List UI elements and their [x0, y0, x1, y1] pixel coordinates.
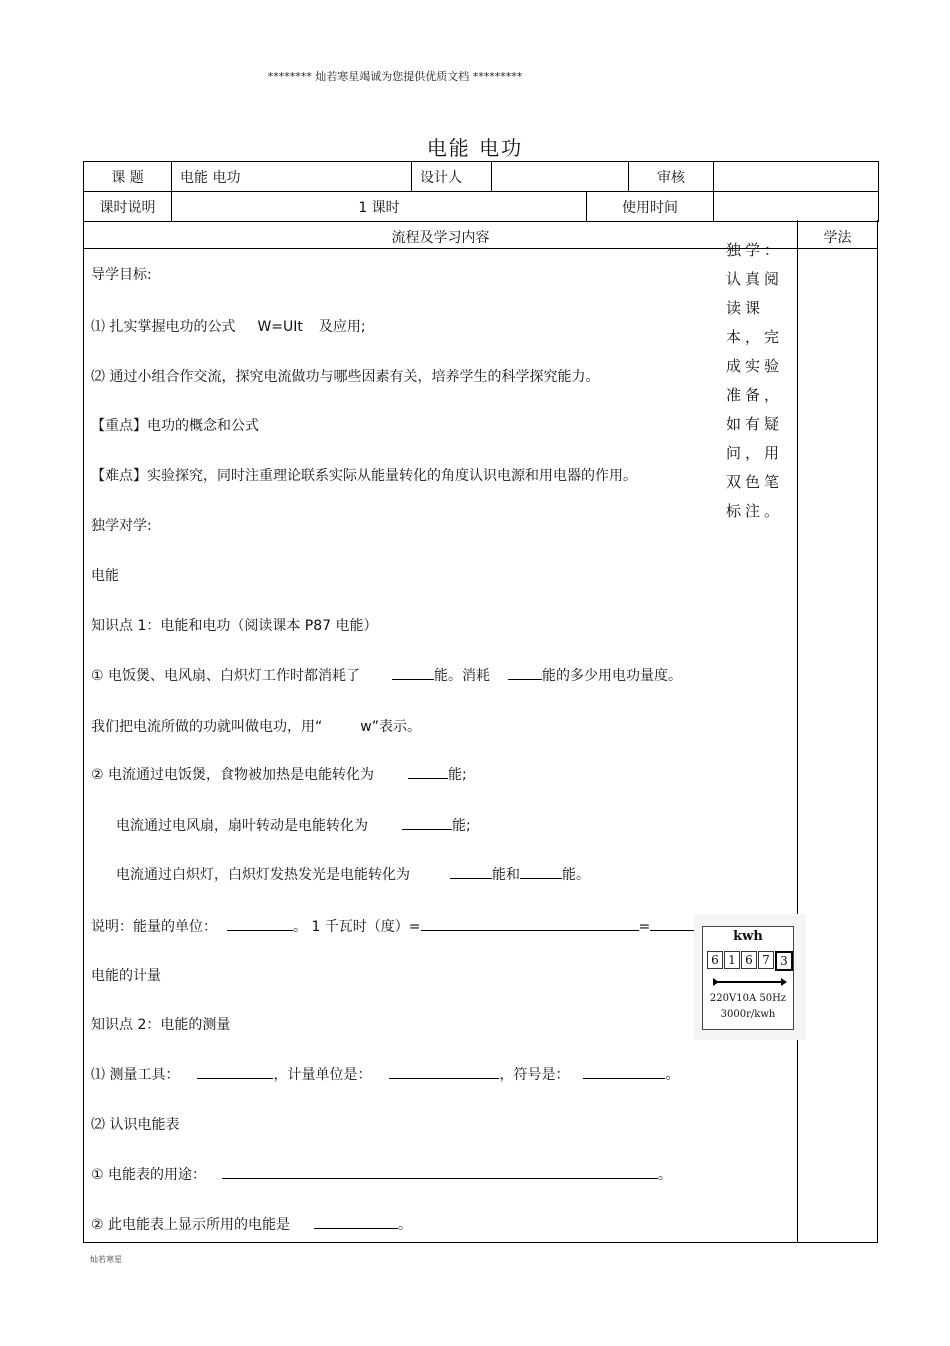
- fill-blank[interactable]: [197, 1064, 273, 1079]
- meter-digits: [707, 951, 794, 971]
- goal-1: [91, 316, 366, 336]
- question-6: [91, 916, 778, 936]
- question-6-text: 说明：能量的单位：: [91, 919, 217, 935]
- goal-1-text: ⑴ 扎实掌握电功的公式: [91, 319, 236, 335]
- question-9: [91, 1164, 672, 1184]
- label-reviewer: 审核: [629, 162, 714, 192]
- fill-blank[interactable]: [227, 916, 293, 931]
- fill-blank[interactable]: [520, 864, 562, 879]
- question-5: [116, 864, 590, 884]
- difficulty: 【难点】实验探究，同时注重理论联系实际从能量转化的角度认识电源和用电器的作用。: [91, 468, 637, 484]
- label-lesson: 课时说明: [84, 192, 172, 222]
- fill-blank[interactable]: [222, 1164, 658, 1179]
- column-divider: [797, 220, 798, 1242]
- question-2-text: 我们把电流所做的功就叫做电功，用“: [91, 719, 323, 735]
- study-method-note: 独学：认真阅读课本，完成实验准备，如有疑问，用双色笔标注。: [726, 241, 784, 520]
- question-3: [91, 764, 467, 784]
- section-measure: 电能的计量: [91, 968, 161, 984]
- question-1-text: ① 电饭煲、电风扇、白炽灯工作时都消耗了: [91, 668, 360, 684]
- fill-blank[interactable]: [508, 665, 542, 680]
- question-7: [91, 1064, 679, 1084]
- page-title: 电能 电功: [426, 136, 524, 160]
- energy-meter-figure: [694, 914, 806, 1040]
- question-2-end: ”表示。: [371, 719, 421, 735]
- knowledge-point-1: 知识点 1：电能和电功（阅读课本 P87 电能）: [91, 618, 378, 634]
- fill-blank[interactable]: [450, 864, 492, 879]
- goals-title: 导学目标:: [91, 267, 152, 283]
- question-5-mid: 能和: [492, 867, 520, 883]
- footer-note: 灿若寒星: [90, 1255, 122, 1264]
- question-1: [91, 665, 682, 685]
- fill-blank[interactable]: [421, 916, 639, 931]
- question-2: [91, 716, 421, 736]
- meter-unit: kwh: [733, 929, 763, 944]
- question-7-mid: ，计量单位是：: [273, 1067, 372, 1083]
- meter-digit: 6: [707, 951, 723, 969]
- question-9-text: ① 电能表的用途：: [91, 1167, 207, 1183]
- question-4-end: 能;: [452, 818, 471, 834]
- label-time: 使用时间: [587, 192, 714, 222]
- fill-blank[interactable]: [583, 1064, 665, 1079]
- question-6-mid: 。 1 千瓦时（度）=: [293, 919, 421, 935]
- key-point: 【重点】电功的概念和公式: [91, 418, 259, 434]
- fill-blank[interactable]: [389, 1064, 499, 1079]
- info-row-topic: [84, 162, 879, 192]
- question-10: [91, 1214, 412, 1234]
- question-6-eq: =: [638, 919, 651, 935]
- topic-value: 电能 电功: [172, 162, 412, 192]
- label-topic: 课 题: [84, 162, 172, 192]
- question-1-mid: 能。消耗: [434, 668, 490, 684]
- knowledge-point-2: 知识点 2：电能的测量: [91, 1017, 231, 1033]
- meter-digit: 1: [724, 951, 740, 969]
- question-3-text: ② 电流通过电饭煲，食物被加热是电能转化为: [91, 767, 374, 783]
- fill-blank[interactable]: [314, 1214, 398, 1229]
- goal-1-suffix: 及应用;: [318, 319, 366, 335]
- label-designer: 设计人: [412, 162, 492, 192]
- meter-spec-constant: 3000r/kwh: [720, 1009, 776, 1020]
- section-energy: 电能: [91, 568, 119, 584]
- question-5-text: 电流通过白炽灯，白炽灯发热发光是电能转化为: [116, 867, 410, 883]
- meter-spec-rating: 220V10A 50Hz: [709, 993, 787, 1004]
- question-4: [116, 815, 471, 835]
- question-4-text: 电流通过电风扇，扇叶转动是电能转化为: [116, 818, 368, 834]
- question-10-text: ② 此电能表上显示所用的电能是: [91, 1217, 291, 1233]
- question-3-end: 能;: [448, 767, 467, 783]
- designer-value: [492, 162, 629, 192]
- goal-2: ⑵ 通过小组合作交流，探究电流做功与哪些因素有关，培养学生的科学探究能力。: [91, 369, 600, 385]
- goal-1-formula: W=UIt: [257, 319, 303, 335]
- question-7-mid2: ，符号是：: [499, 1067, 570, 1083]
- lesson-value: 1 课时: [172, 192, 587, 222]
- question-2-symbol: w: [360, 719, 372, 735]
- question-7-end: 。: [665, 1067, 680, 1083]
- energy-meter: [702, 926, 794, 1030]
- question-8: ⑵ 认识电能表: [91, 1117, 180, 1133]
- question-5-end: 能。: [562, 867, 590, 883]
- question-7-text: ⑴ 测量工具：: [91, 1067, 180, 1083]
- fill-blank[interactable]: [408, 764, 448, 779]
- info-table: [83, 161, 879, 222]
- fill-blank[interactable]: [392, 665, 434, 680]
- question-1-end: 能的多少用电功量度。: [542, 668, 682, 684]
- fill-blank[interactable]: [402, 815, 452, 830]
- meter-digit: 6: [741, 951, 757, 969]
- question-10-end: 。: [398, 1217, 413, 1233]
- content-header-title: 流程及学习内容: [391, 230, 490, 246]
- meter-digit: 7: [758, 951, 774, 969]
- self-study-title: 独学对学:: [91, 518, 152, 534]
- question-9-end: 。: [658, 1167, 673, 1183]
- reviewer-value: [714, 162, 879, 192]
- meter-digit-decimal: 3: [775, 951, 793, 971]
- time-value: [714, 192, 879, 222]
- info-row-lesson: [84, 192, 879, 222]
- method-header-title: 学法: [823, 230, 852, 246]
- rotation-arrow-icon: [711, 977, 787, 987]
- header-note: ******** 灿若寒星竭诚为您提供优质文档 *********: [267, 70, 523, 83]
